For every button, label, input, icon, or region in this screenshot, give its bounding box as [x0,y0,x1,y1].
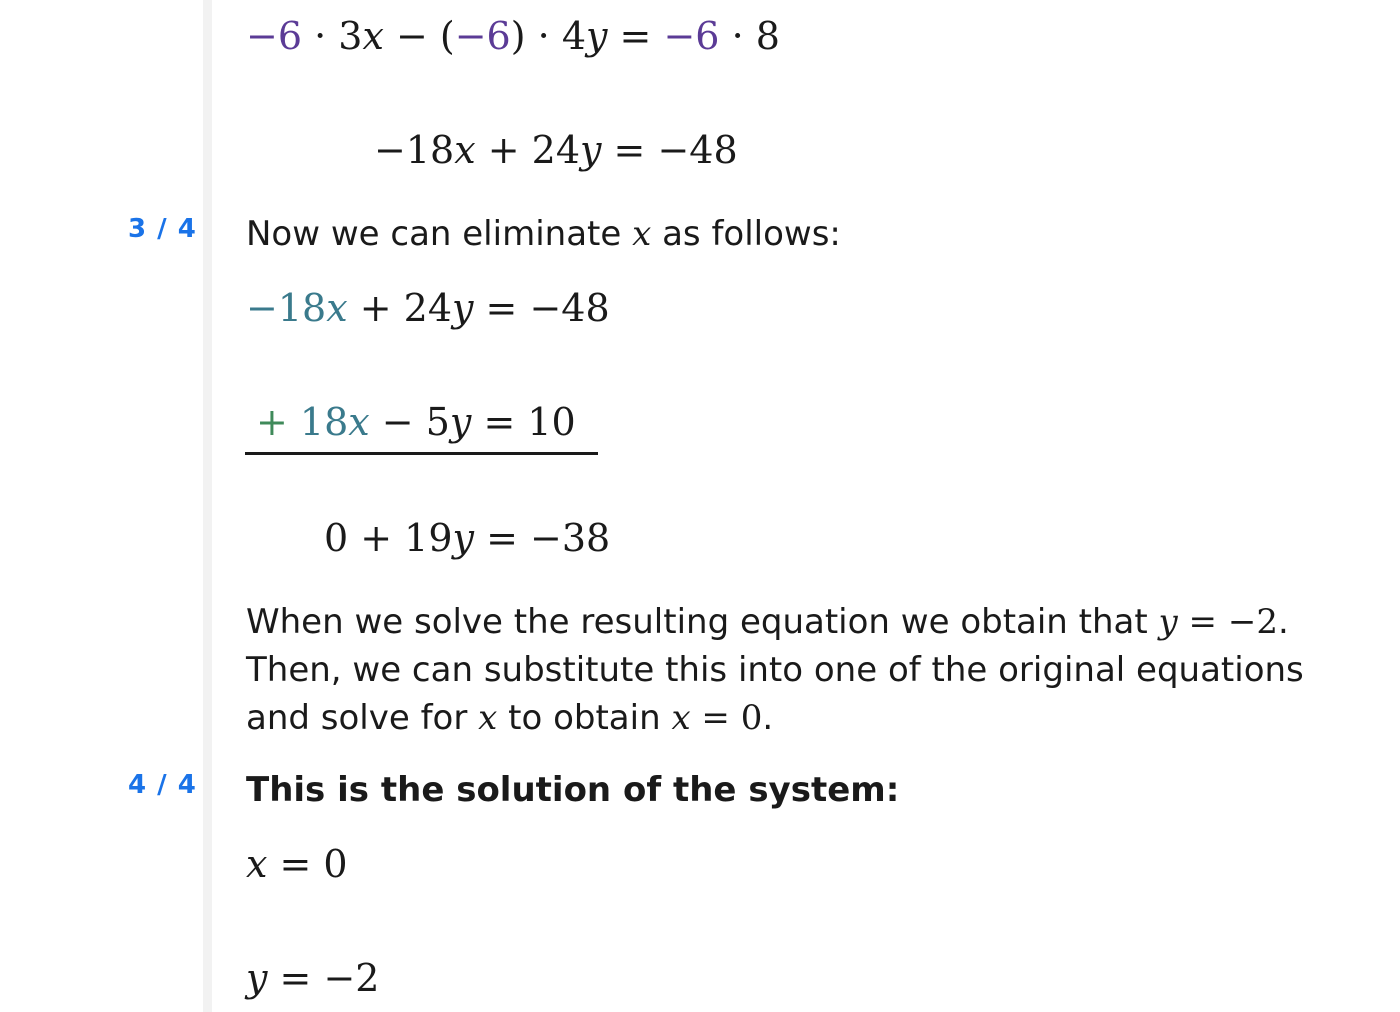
step-4-intro: This is the solution of the system: [246,770,900,810]
eq-var: y [246,956,268,1000]
eq-part: = [607,14,664,58]
inline-var: x [478,698,498,738]
equation-simplified [374,128,738,172]
eq-coef: −6 [246,14,303,58]
elimination-result [324,516,610,560]
eq-coef: −6 [454,14,511,58]
equation-multiplied [246,14,780,58]
eq-part: = −38 [474,516,611,560]
eq-var: y [449,400,472,444]
eq-var: x [348,400,370,444]
eq-part: 0 + 19 [324,516,453,560]
eq-coef: 18 [299,400,349,444]
eq-part: = 10 [471,400,576,444]
eq-plus: + [256,400,300,444]
step-3-intro [246,210,841,258]
eq-part: · 8 [719,14,780,58]
inline-var: x [671,698,691,738]
explanation-paragraph [246,598,1326,742]
eq-part: = −48 [473,286,610,330]
eq-var: x [362,14,384,58]
elimination-eq-2 [256,400,576,444]
eq-part: = 0 [267,842,348,886]
sum-rule [245,452,598,455]
eq-part: − ( [383,14,455,58]
solution-y [246,956,379,1000]
eq-var: x [246,842,268,886]
text-part: Now we can eliminate [246,214,633,254]
step-rail [203,0,212,1012]
eq-part: = −2 [267,956,380,1000]
eq-var: y [586,14,608,58]
eq-var: y [452,516,474,560]
text-part: . [762,698,774,738]
eq-part: · 3 [302,14,363,58]
eq-part: − 5 [369,400,450,444]
inline-math: = 0 [690,698,763,738]
text-part: as follows: [651,214,841,254]
eq-var: y [452,286,474,330]
text-part: to obtain [497,698,672,738]
inline-math: = −2 [1177,602,1278,642]
eq-part: −18 [374,128,455,172]
eq-coef: −18 [246,286,327,330]
elimination-eq-1 [246,286,610,330]
eq-var: y [580,128,602,172]
eq-part: + 24 [347,286,452,330]
text-part: . Then, we can substitute this into one of the original equations and solve for [246,602,1304,738]
eq-coef: −6 [663,14,720,58]
eq-var: x [454,128,476,172]
solution-x [246,842,348,886]
eq-part: + 24 [475,128,580,172]
step-number-4: 4 / 4 [128,770,197,800]
eq-part: ) · 4 [510,14,586,58]
text-part: When we solve the resulting equation we obtain that [246,602,1159,642]
inline-var: y [1158,602,1178,642]
eq-part: = −48 [601,128,738,172]
eq-var: x [326,286,348,330]
inline-var: x [632,214,652,254]
step-number-3: 3 / 4 [128,214,197,244]
